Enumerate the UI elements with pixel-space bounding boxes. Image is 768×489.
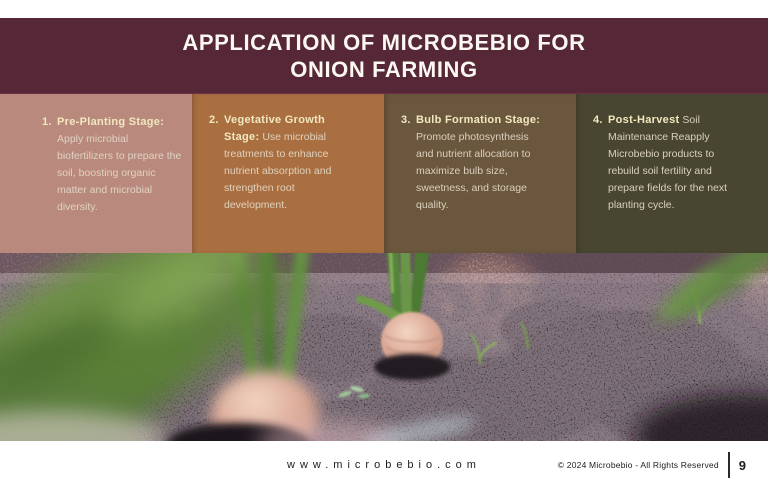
top-margin-strip xyxy=(0,0,768,18)
stage-number: 4. xyxy=(593,114,603,126)
page-number: 9 xyxy=(738,457,746,473)
onion-field-photo xyxy=(0,253,768,441)
footer-website: www.microbebio.com xyxy=(287,459,481,471)
stage-column-pre-planting xyxy=(0,94,192,253)
stage-number: 3. xyxy=(401,114,411,126)
stage-text xyxy=(593,112,738,214)
footer xyxy=(0,441,768,489)
stage-heading: Pre-Planting Stage: xyxy=(57,116,165,128)
stage-column-vegetative-growth xyxy=(192,94,384,253)
copyright-text: © 2024 Microbebio - All Rights Reserved xyxy=(557,460,719,470)
stage-body: Apply microbial biofertilizers to prepare the soil, boosting organic matter and microbial diversity. xyxy=(57,133,182,213)
stage-heading: Vegetative Growth Stage: xyxy=(224,114,326,143)
stage-column-post-harvest xyxy=(576,94,768,253)
stage-heading: Bulb Formation Stage: xyxy=(416,114,541,126)
stage-columns xyxy=(0,94,768,253)
stage-body: Use microbial treatments to enhance nutrient absorption and strengthen root development. xyxy=(224,131,332,211)
stage-text xyxy=(42,114,184,216)
page-number-divider xyxy=(728,452,730,478)
stage-text xyxy=(401,112,546,214)
header-band xyxy=(0,18,768,94)
stage-text xyxy=(209,112,354,214)
stage-heading: Post-Harvest xyxy=(608,114,680,126)
slide-title-line-1: APPLICATION OF MICROBEBIO FOR xyxy=(182,29,586,55)
stage-body: Soil Maintenance Reapply Microbebio products to rebuild soil fertility and prepare fields for the next planting cycle. xyxy=(608,114,728,211)
soil-at-bulb-base xyxy=(374,354,450,380)
stage-body: Promote photosynthesis and nutrient allocation to maximize bulb size, sweetness, and storage quality. xyxy=(416,131,531,211)
stage-number: 1. xyxy=(42,116,52,128)
green-shoot xyxy=(400,253,412,319)
stage-number: 2. xyxy=(209,114,219,126)
slide-title-line-2: ONION FARMING xyxy=(290,56,478,82)
footer-right-group xyxy=(558,452,746,478)
stage-column-bulb-formation xyxy=(384,94,576,253)
